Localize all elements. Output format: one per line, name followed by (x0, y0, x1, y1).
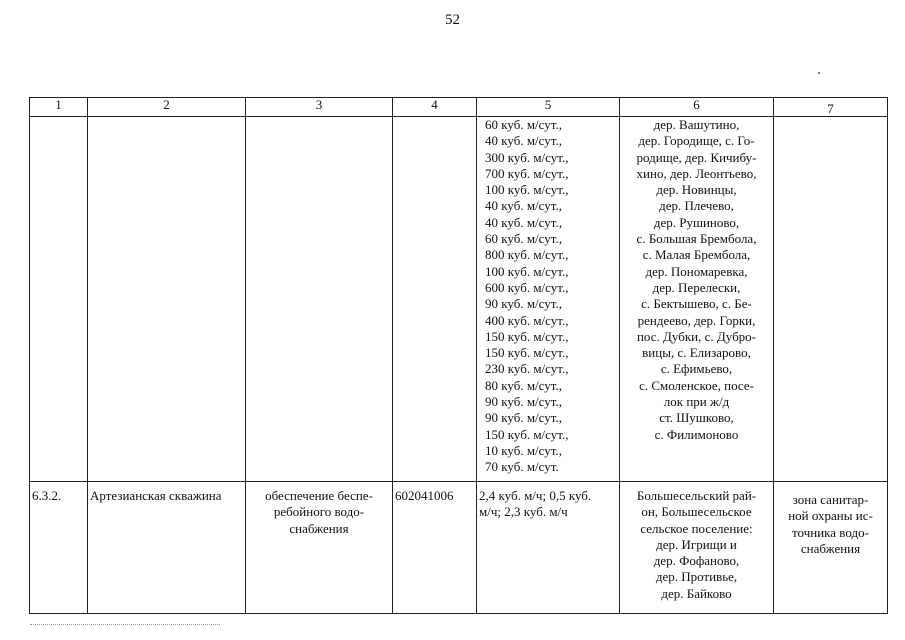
location-line: с. Бектышево, с. Бе- (641, 296, 752, 312)
header-cell-6: 6 (620, 98, 774, 117)
header-cell-4: 4 (393, 98, 477, 117)
location-line: хино, дер. Леонтьево, (636, 165, 757, 181)
location-line: с. Ефимьево, (660, 361, 733, 377)
capacity-line: 60 куб. м/сут., (485, 231, 562, 247)
object-name-cell: Артезианская скважина (88, 482, 246, 614)
scan-dot (818, 72, 820, 74)
capacity-line: 800 куб. м/сут., (485, 247, 569, 263)
capacity-line: 90 куб. м/сут., (485, 394, 562, 410)
capacity-line: 150 куб. м/сут., (485, 328, 569, 344)
protection-zone-cell (774, 482, 888, 614)
cell-7 (774, 117, 888, 482)
capacity-line: 70 куб. м/сут. (485, 459, 559, 475)
cell-1 (30, 117, 88, 482)
location-line: он, Большесельское (641, 504, 752, 520)
location-cell (620, 482, 774, 614)
capacity-line: 80 куб. м/сут., (485, 377, 562, 393)
cell-3 (246, 117, 393, 482)
zone-line: снабжения (800, 540, 861, 556)
location-line: рендеево, дер. Горки, (637, 312, 756, 328)
zone-line: ной охраны ис- (788, 508, 873, 524)
location-line: дер. Плечево, (659, 198, 734, 214)
capacity-cell (477, 482, 620, 614)
capacity-line: 10 куб. м/сут., (485, 442, 562, 458)
purpose-line: снабжения (289, 520, 349, 536)
header-cell-3: 3 (246, 98, 393, 117)
capacity-line: 60 куб. м/сут., (485, 117, 562, 132)
location-line: дер. Городище, с. Го- (638, 133, 755, 149)
location-line: дер. Противье, (655, 569, 738, 585)
location-line: дер. Рушиново, (653, 214, 740, 230)
location-line: дер. Перелески, (652, 279, 741, 295)
location-line: лок при ж/д (663, 394, 730, 410)
location-line: дер. Байково (661, 585, 732, 601)
header-cell-2: 2 (88, 98, 246, 117)
zone-line: точника водо- (792, 524, 869, 540)
location-line: сельское поселение: (640, 520, 753, 536)
location-line: с. Филимоново (654, 426, 739, 442)
document-table (29, 97, 888, 614)
location-line: с. Смоленское, посе- (639, 377, 754, 393)
location-line: дер. Игрищи и (656, 536, 737, 552)
cell-4 (393, 117, 477, 482)
capacity-line: 700 куб. м/сут., (485, 165, 569, 181)
code-cell: 602041006 (393, 482, 477, 614)
capacity-line: 150 куб. м/сут., (485, 345, 569, 361)
capacity-line: 150 куб. м/сут., (485, 426, 569, 442)
scan-artifact-line (30, 624, 220, 625)
capacity-line: 2,4 куб. м/ч; 0,5 куб. (479, 488, 592, 503)
location-line: дер. Новинцы, (656, 182, 737, 198)
capacity-line: 230 куб. м/сут., (485, 361, 569, 377)
location-line: вицы, с. Елизарово, (642, 345, 751, 361)
capacity-line: 90 куб. м/сут., (485, 296, 562, 312)
location-line: родище, дер. Кичибу- (636, 149, 757, 165)
purpose-line: обеспечение беспе- (265, 488, 373, 503)
location-line: дер. Фофаново, (653, 553, 740, 569)
capacity-line: 400 куб. м/сут., (485, 312, 569, 328)
location-line: Большесельский рай- (636, 488, 757, 503)
location-line: дер. Пономаревка, (645, 263, 748, 279)
location-line: пос. Дубки, с. Дубро- (636, 328, 757, 344)
capacity-line: м/ч; 2,3 куб. м/ч (479, 504, 568, 520)
table-header-row (30, 98, 888, 117)
capacity-line: 600 куб. м/сут., (485, 279, 569, 295)
table-row (30, 482, 888, 614)
table-row (30, 117, 888, 482)
location-cell (620, 117, 774, 482)
page-number: 52 (445, 12, 460, 28)
capacity-line: 40 куб. м/сут., (485, 198, 562, 214)
header-cell-7: 7 (774, 98, 888, 117)
header-cell-5: 5 (477, 98, 620, 117)
row-number-cell: 6.3.2. (30, 482, 88, 614)
location-line: ст. Шушково, (659, 410, 734, 426)
purpose-cell (246, 482, 393, 614)
capacity-line: 40 куб. м/сут., (485, 214, 562, 230)
header-cell-1: 1 (30, 98, 88, 117)
zone-line: зона санитар- (792, 492, 869, 507)
capacity-line: 100 куб. м/сут., (485, 182, 569, 198)
capacity-line: 100 куб. м/сут., (485, 263, 569, 279)
location-line: дер. Вашутино, (653, 117, 740, 132)
capacity-line: 300 куб. м/сут., (485, 149, 569, 165)
capacity-line: 40 куб. м/сут., (485, 133, 562, 149)
capacity-cell (477, 117, 620, 482)
location-line: с. Малая Брембола, (642, 247, 751, 263)
location-line: с. Большая Брембола, (636, 231, 757, 247)
purpose-line: ребойного водо- (273, 504, 365, 520)
capacity-line: 90 куб. м/сут., (485, 410, 562, 426)
cell-2 (88, 117, 246, 482)
